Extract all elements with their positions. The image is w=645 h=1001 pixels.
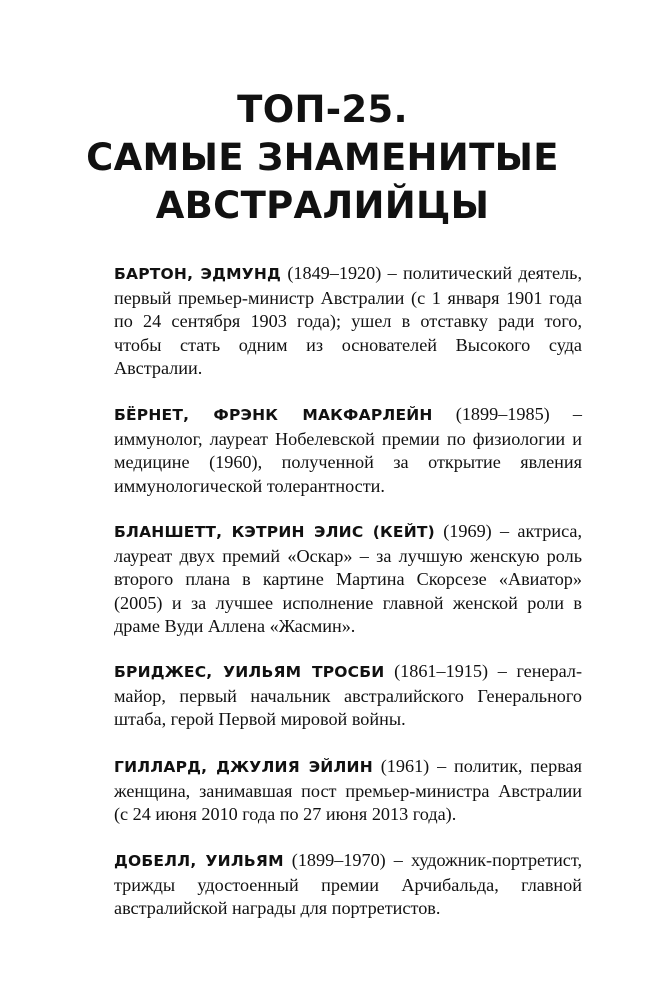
entry-burnet: [90, 403, 582, 498]
entry-text: – политический деятель, первый премьер-министр Австралии (с 1 января 1901 года по 24 сентября 1903 года); ушел в отставку ради того, чтобы стать одним из основателей Высокого суда Австралии.: [114, 263, 582, 378]
entry-name: БРИДЖЕС, УИЛЬЯМ ТРОСБИ: [114, 663, 385, 681]
entry-gillard: [90, 755, 582, 827]
entry-dates: (1899–1985): [455, 404, 550, 424]
page-title: [0, 86, 645, 230]
entry-text: – генерал-майор, первый начальник австралийского Генерального штаба, герой Первой мировой войны.: [114, 661, 582, 729]
entry-text: – иммунолог, лауреат Нобелевской премии по физиологии и медицине (1960), полученной за открытие явления иммунологической толерантности.: [114, 404, 582, 496]
entry-name: ДОБЕЛЛ, УИЛЬЯМ: [114, 852, 284, 870]
entry-name: ГИЛЛАРД, ДЖУЛИЯ ЭЙЛИН: [114, 758, 373, 776]
title-line-2: САМЫЕ ЗНАМЕНИТЫЕ: [86, 136, 559, 179]
entry-name: БАРТОН, ЭДМУНД: [114, 265, 282, 283]
entry-dates: (1969): [443, 521, 492, 541]
title-line-3: АВСТРАЛИЙЦЫ: [155, 184, 490, 227]
entry-blanchett: [90, 520, 582, 639]
entry-dates: (1961): [380, 756, 430, 776]
entry-text: – художник-портретист, трижды удостоенный премии Арчибальда, главной австралийской награды для портретистов.: [114, 850, 583, 918]
entry-text: – политик, первая женщина, занимавшая пост премьер-министра Австралии (с 24 июня 2010 года по 27 июня 2013 года).: [114, 756, 582, 824]
entry-name: БЛАНШЕТТ, КЭТРИН ЭЛИС (КЕЙТ): [114, 523, 435, 541]
entry-bridges: [90, 660, 582, 732]
entry-name: БЁРНЕТ, ФРЭНК МАКФАРЛЕЙН: [114, 406, 433, 424]
entry-dates: (1899–1970): [291, 850, 386, 870]
entry-dobell: [90, 849, 582, 921]
title-line-1: ТОП-25.: [237, 88, 408, 131]
entry-dates: (1861–1915): [394, 661, 489, 681]
entry-text: – актриса, лауреат двух премий «Оскар» – за лучшую женскую роль второго плана в картине Мартина Скорсезе «Авиатор» (2005) и за лучшее исполнение главной женской роли в драме Вуди Аллена «Жасмин».: [114, 521, 582, 636]
entry-barton: [90, 262, 582, 381]
entry-dates: (1849–1920): [287, 263, 382, 283]
